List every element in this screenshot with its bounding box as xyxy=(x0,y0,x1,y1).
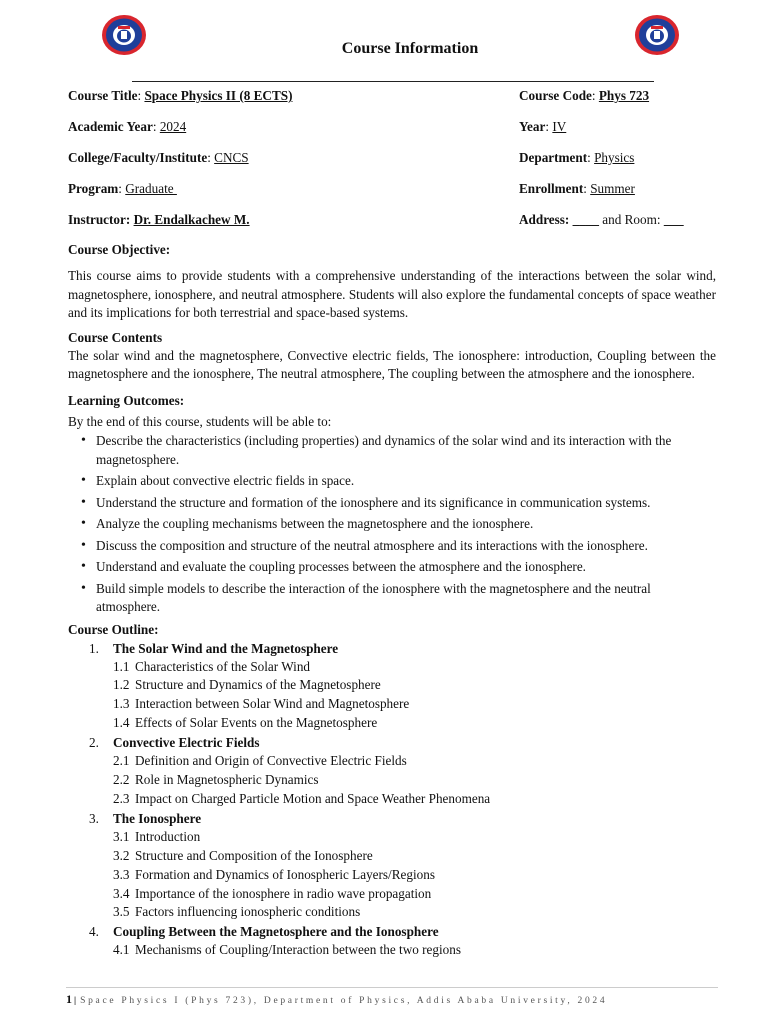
academic-year-value: 2024 xyxy=(159,119,187,134)
outline-topic xyxy=(68,809,716,828)
header-divider xyxy=(132,81,654,82)
outcome-text: Analyze the coupling mechanisms between the magnetosphere and the ionosphere. xyxy=(96,516,534,531)
topic-title: Coupling Between the Magnetosphere and the Ionosphere xyxy=(113,924,439,940)
outline-subtopic xyxy=(68,847,716,866)
subtopic-number: 3.4 xyxy=(113,885,130,901)
outline-heading: Course Outline: xyxy=(68,621,159,637)
subtopic-number: 1.2 xyxy=(113,677,130,693)
topic-number: 4. xyxy=(89,924,99,940)
outline-subtopic xyxy=(68,752,716,771)
course-title-field: Course Title: Space Physics II (8 ECTS) xyxy=(68,88,293,103)
document-body xyxy=(68,240,716,960)
outline-subtopic xyxy=(68,658,716,677)
college-value: CNCS xyxy=(214,150,249,165)
topic-title: Convective Electric Fields xyxy=(113,735,260,751)
outcomes-heading: Learning Outcomes: xyxy=(68,392,185,408)
room-label: and Room: xyxy=(602,212,661,227)
room-blank: ___ xyxy=(663,212,684,227)
bullet-icon: • xyxy=(81,516,86,531)
outline-list xyxy=(68,639,716,961)
info-row-title xyxy=(68,88,718,108)
bullet-icon: • xyxy=(81,580,86,596)
year-field: Year: IV xyxy=(519,119,567,134)
address-room-field xyxy=(519,212,684,228)
subtopic-text: Mechanisms of Coupling/Interaction between the two regions xyxy=(135,942,461,958)
subtopic-number: 1.3 xyxy=(113,696,130,712)
bullet-icon: • xyxy=(81,559,86,574)
info-row-program xyxy=(68,181,718,201)
course-code-field: Course Code: Phys 723 xyxy=(519,88,650,103)
address-label: Address: xyxy=(519,212,570,227)
subtopic-number: 3.1 xyxy=(113,828,130,844)
outline-subtopic xyxy=(68,695,716,714)
year-label: Year xyxy=(519,119,546,134)
outline-subtopic xyxy=(68,714,716,733)
contents-heading: Course Contents xyxy=(68,329,163,345)
subtopic-text: Effects of Solar Events on the Magnetosphere xyxy=(135,715,378,731)
outline-subtopic xyxy=(68,828,716,847)
info-row-college xyxy=(68,150,718,170)
outcome-item xyxy=(68,515,716,534)
subtopic-number: 4.1 xyxy=(113,942,130,958)
subtopic-number: 2.1 xyxy=(113,753,130,769)
department-value: Physics xyxy=(594,150,635,165)
year-value: IV xyxy=(552,119,567,134)
bullet-icon: • xyxy=(81,494,86,510)
outcome-item xyxy=(68,558,716,577)
outcomes-intro: By the end of this course, students will be able to: xyxy=(68,413,332,429)
subtopic-number: 2.2 xyxy=(113,772,130,788)
info-row-year xyxy=(68,119,718,139)
footer-divider xyxy=(66,987,718,988)
outcome-text: Discuss the composition and structure of the neutral atmosphere and its interactions with the ionosphere. xyxy=(96,537,648,553)
enrollment-label: Enrollment xyxy=(519,181,584,196)
footer-text: Space Physics I (Phys 723), Department of Physics, Addis Ababa University, 2024 xyxy=(80,996,608,1006)
page-number: 1 xyxy=(66,992,72,1006)
course-code-value: Phys 723 xyxy=(598,88,650,103)
outline-subtopic xyxy=(68,866,716,885)
page-title: Course Information xyxy=(341,40,479,57)
subtopic-text: Formation and Dynamics of Ionospheric Layers/Regions xyxy=(135,866,435,882)
page-footer xyxy=(66,992,607,1007)
subtopic-number: 1.4 xyxy=(113,715,130,731)
department-label: Department xyxy=(519,150,588,165)
outline-topic xyxy=(68,639,716,658)
course-title-value: Space Physics II (8 ECTS) xyxy=(144,88,293,103)
outline-subtopic xyxy=(68,903,716,922)
academic-year-label: Academic Year xyxy=(68,119,153,134)
outcome-item xyxy=(68,494,716,513)
outcome-item xyxy=(68,537,716,556)
enrollment-value: Summer xyxy=(590,181,635,196)
bullet-icon: • xyxy=(81,433,86,448)
academic-year-field: Academic Year: 2024 xyxy=(68,119,187,134)
subtopic-text: Importance of the ionosphere in radio wave propagation xyxy=(135,885,432,901)
instructor-field xyxy=(68,212,250,228)
topic-number: 2. xyxy=(89,735,99,751)
outcomes-list xyxy=(68,432,716,617)
subtopic-number: 2.3 xyxy=(113,790,130,806)
subtopic-text: Definition and Origin of Convective Electric Fields xyxy=(135,753,407,769)
contents-text: The solar wind and the magnetosphere, Convective electric fields, The ionosphere: introduction, Coupling between the magnetosphere and the ionosphere, The neutral atmosphere, The coupling between the atmosphere and the ionosphere. xyxy=(68,347,716,381)
program-value: Graduate xyxy=(125,181,177,196)
department-field: Department: Physics xyxy=(519,150,635,165)
outcome-text: Explain about convective electric fields in space. xyxy=(96,473,355,488)
enrollment-field: Enrollment: Summer xyxy=(519,181,635,196)
outline-subtopic xyxy=(68,885,716,904)
footer-separator: | xyxy=(74,996,77,1006)
course-code-label: Course Code xyxy=(519,88,592,103)
outline-subtopic xyxy=(68,771,716,790)
subtopic-number: 3.2 xyxy=(113,847,130,863)
subtopic-number: 3.5 xyxy=(113,904,130,920)
college-label: College/Faculty/Institute xyxy=(68,150,208,165)
outcome-item xyxy=(68,472,716,491)
subtopic-text: Role in Magnetospheric Dynamics xyxy=(135,772,319,788)
objective-text: This course aims to provide students with a comprehensive understanding of the interactions between the solar wind, magnetosphere, ionosphere, and neutral atmosphere. Students will also explore the fundamental concepts of space weather and its implications for both terrestrial and space-based systems. xyxy=(68,268,716,320)
subtopic-text: Interaction between Solar Wind and Magnetosphere xyxy=(135,696,410,712)
outcome-text: Build simple models to describe the interaction of the ionosphere with the magnetosphere and the neutral atmosphere. xyxy=(96,580,651,614)
info-row-instructor xyxy=(68,212,718,232)
college-field: College/Faculty/Institute: CNCS xyxy=(68,150,249,165)
subtopic-text: Introduction xyxy=(135,828,201,844)
instructor-value: Dr. Endalkachew M. xyxy=(133,212,250,227)
objective-heading: Course Objective: xyxy=(68,242,171,257)
subtopic-number: 1.1 xyxy=(113,658,130,674)
outcome-text: Understand and evaluate the coupling processes between the atmosphere and the ionosphere. xyxy=(96,559,586,574)
subtopic-text: Impact on Charged Particle Motion and Space Weather Phenomena xyxy=(135,790,491,806)
subtopic-text: Factors influencing ionospheric conditions xyxy=(135,904,361,920)
bullet-icon: • xyxy=(81,473,86,488)
outline-subtopic xyxy=(68,676,716,695)
address-blank: ____ xyxy=(572,212,599,227)
outcome-text: Understand the structure and formation of the ionosphere and its significance in communication systems. xyxy=(96,494,651,510)
topic-number: 3. xyxy=(89,810,99,826)
subtopic-text: Structure and Dynamics of the Magnetosphere xyxy=(135,677,381,693)
outcome-item xyxy=(68,580,716,617)
subtopic-number: 3.3 xyxy=(113,866,130,882)
outcome-item xyxy=(68,432,716,469)
outline-subtopic xyxy=(68,941,716,960)
outline-topic xyxy=(68,922,716,941)
bullet-icon: • xyxy=(81,537,86,553)
subtopic-text: Characteristics of the Solar Wind xyxy=(135,658,311,674)
subtopic-text: Structure and Composition of the Ionosphere xyxy=(135,847,373,863)
program-field: Program: Graduate xyxy=(68,181,177,196)
program-label: Program xyxy=(68,181,119,196)
instructor-label: Instructor: xyxy=(68,212,131,227)
outline-topic xyxy=(68,733,716,752)
topic-title: The Ionosphere xyxy=(113,810,202,826)
topic-title: The Solar Wind and the Magnetosphere xyxy=(113,640,339,656)
topic-number: 1. xyxy=(89,640,99,656)
outcome-text: Describe the characteristics (including properties) and dynamics of the solar wind and its interaction with the magnetosphere. xyxy=(96,433,672,467)
course-title-label: Course Title xyxy=(68,88,138,103)
outline-subtopic xyxy=(68,790,716,809)
